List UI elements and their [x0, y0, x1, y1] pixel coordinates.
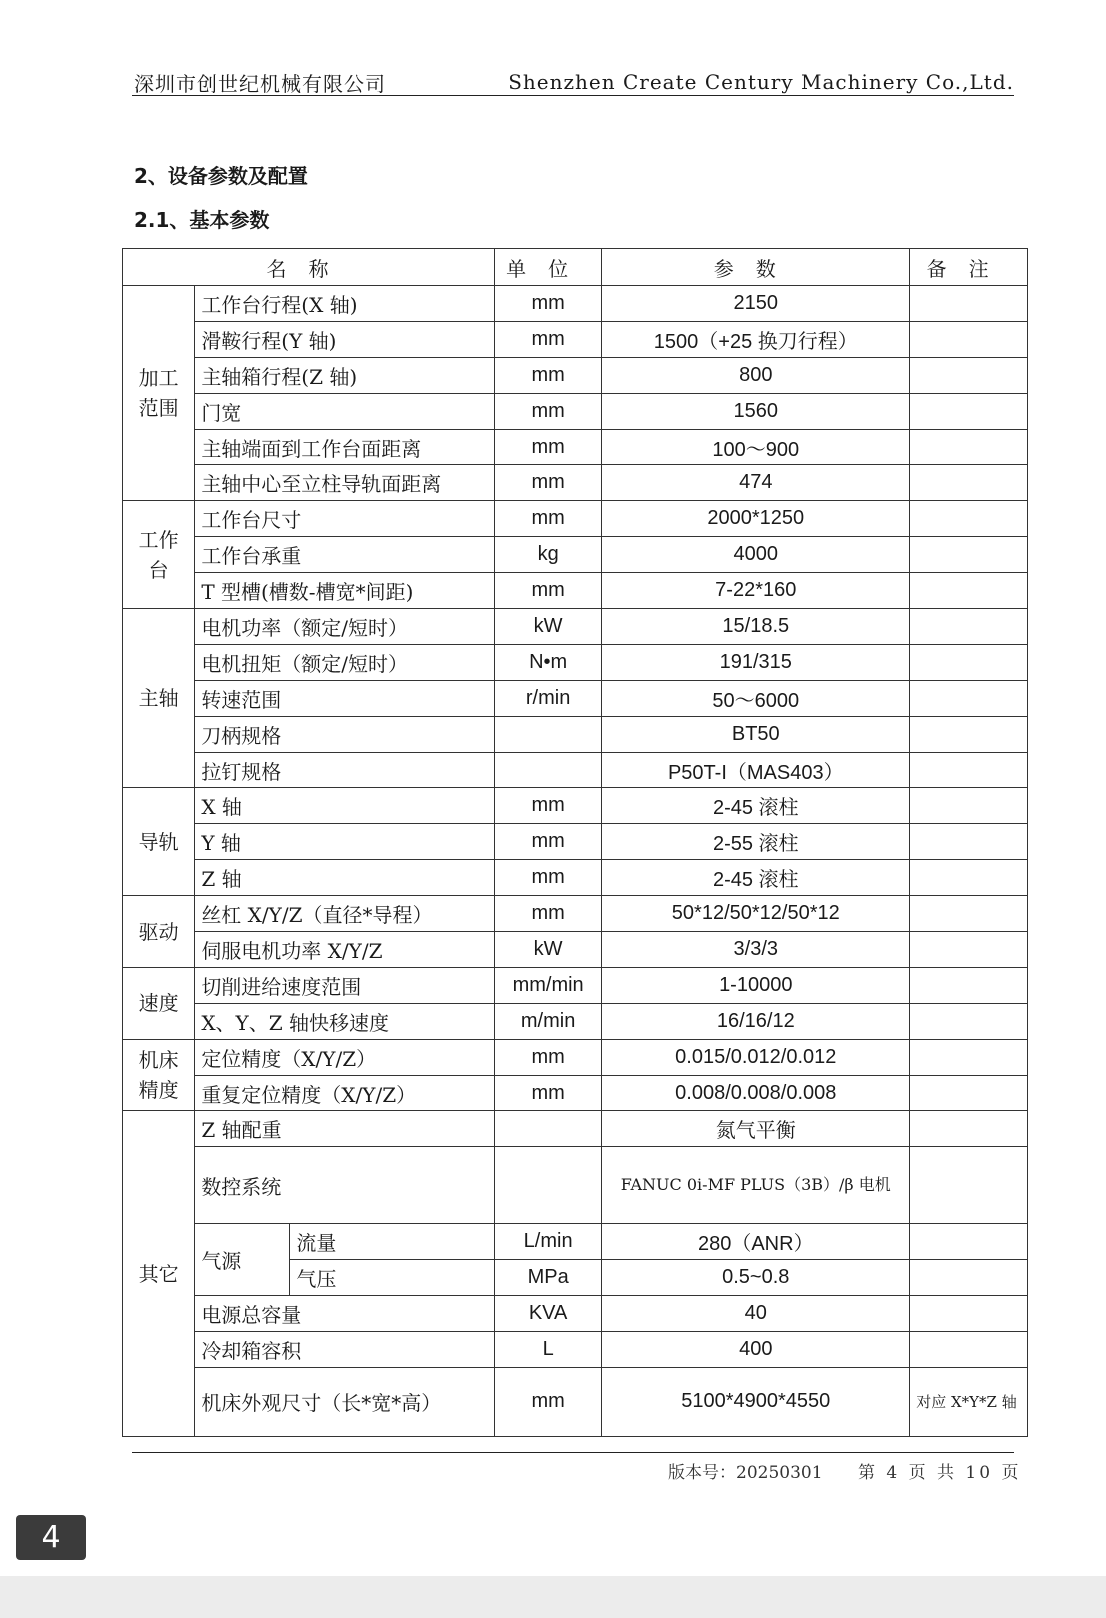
- param-value: 5100*4900*4550: [602, 1367, 910, 1436]
- param-note: [910, 1111, 1028, 1147]
- table-row: [123, 896, 1028, 932]
- param-unit: L: [494, 1332, 601, 1368]
- category-machining-range: 加工范围: [123, 286, 195, 501]
- param-unit: mm: [494, 1075, 601, 1111]
- table-row: [123, 788, 1028, 824]
- param-unit: mm: [494, 573, 601, 609]
- param-value: BT50: [602, 716, 910, 752]
- param-name: 主轴箱行程(Z 轴): [195, 357, 495, 393]
- param-value: 800: [602, 357, 910, 393]
- table-row: [123, 1332, 1028, 1368]
- param-value: 1500（+25 换刀行程）: [602, 321, 910, 357]
- category-worktable: 工作台: [123, 501, 195, 609]
- param-name: Z 轴: [195, 860, 495, 896]
- table-row: [123, 1224, 1028, 1260]
- param-unit: mm: [494, 824, 601, 860]
- param-unit: mm: [494, 465, 601, 501]
- param-name: 主轴中心至立柱导轨面距离: [195, 465, 495, 501]
- param-name: X、Y、Z 轴快移速度: [195, 1003, 495, 1039]
- param-unit: [494, 716, 601, 752]
- table-row: [123, 716, 1028, 752]
- param-name: 滑鞍行程(Y 轴): [195, 321, 495, 357]
- param-unit: mm: [494, 321, 601, 357]
- param-name: 电机功率（额定/短时）: [195, 609, 495, 645]
- table-row: [123, 357, 1028, 393]
- table-header-row: [123, 249, 1028, 286]
- table-row: [123, 644, 1028, 680]
- param-value: 2000*1250: [602, 501, 910, 537]
- table-row: [123, 286, 1028, 322]
- param-value: 400: [602, 1332, 910, 1368]
- table-row: [123, 1003, 1028, 1039]
- param-name: 工作台尺寸: [195, 501, 495, 537]
- category-drive: 驱动: [123, 896, 195, 968]
- param-name: 切削进给速度范围: [195, 967, 495, 1003]
- param-unit: L/min: [494, 1224, 601, 1260]
- param-unit: [494, 1147, 601, 1224]
- bottom-toolbar-band: [0, 1576, 1106, 1618]
- param-value: 100～900: [602, 429, 910, 465]
- section-title: 2、设备参数及配置: [134, 164, 308, 188]
- param-note: [910, 680, 1028, 716]
- table-row: [123, 1367, 1028, 1436]
- table-row: [123, 1039, 1028, 1075]
- param-note: [910, 1260, 1028, 1296]
- param-unit: kg: [494, 537, 601, 573]
- table-row: [123, 1147, 1028, 1224]
- table-row: [123, 860, 1028, 896]
- param-note: [910, 932, 1028, 968]
- param-group-air-source: 气源: [195, 1224, 290, 1296]
- param-note: [910, 716, 1028, 752]
- param-unit: mm: [494, 788, 601, 824]
- param-note: [910, 824, 1028, 860]
- param-value: 3/3/3: [602, 932, 910, 968]
- company-name-cn: 深圳市创世纪机械有限公司: [134, 72, 386, 96]
- table-row: [123, 537, 1028, 573]
- param-note: [910, 357, 1028, 393]
- param-note: 对应 X*Y*Z 轴: [910, 1367, 1028, 1436]
- param-name: 工作台行程(X 轴): [195, 286, 495, 322]
- param-unit: [494, 1111, 601, 1147]
- param-unit: r/min: [494, 680, 601, 716]
- param-unit: mm: [494, 1039, 601, 1075]
- table-row: [123, 932, 1028, 968]
- param-name: 定位精度（X/Y/Z）: [195, 1039, 495, 1075]
- subsection-title: 2.1、基本参数: [134, 208, 270, 232]
- param-unit: mm: [494, 429, 601, 465]
- param-unit: kW: [494, 932, 601, 968]
- param-name: 主轴端面到工作台面距离: [195, 429, 495, 465]
- param-name: 工作台承重: [195, 537, 495, 573]
- table-row: [123, 752, 1028, 788]
- param-value: 1-10000: [602, 967, 910, 1003]
- param-name: 伺服电机功率 X/Y/Z: [195, 932, 495, 968]
- param-name: 冷却箱容积: [195, 1332, 495, 1368]
- header-note: 备注: [910, 249, 1028, 286]
- param-value: 2-45 滚柱: [602, 788, 910, 824]
- table-row: [123, 393, 1028, 429]
- param-value: 15/18.5: [602, 609, 910, 645]
- param-unit: [494, 752, 601, 788]
- footer-version: 版本号：20250301: [668, 1463, 823, 1483]
- param-note: [910, 465, 1028, 501]
- param-name: 数控系统: [195, 1147, 495, 1224]
- param-note: [910, 1075, 1028, 1111]
- param-unit: N•m: [494, 644, 601, 680]
- category-precision: 机床精度: [123, 1039, 195, 1111]
- param-name: 转速范围: [195, 680, 495, 716]
- header-name: 名称: [123, 249, 495, 286]
- param-unit: mm: [494, 393, 601, 429]
- param-name: 机床外观尺寸（长*宽*高）: [195, 1367, 495, 1436]
- category-other: 其它: [123, 1111, 195, 1436]
- table-row: [123, 680, 1028, 716]
- param-value: 2-45 滚柱: [602, 860, 910, 896]
- param-name: 电机扭矩（额定/短时）: [195, 644, 495, 680]
- param-name: 气压: [290, 1260, 495, 1296]
- param-note: [910, 967, 1028, 1003]
- param-value: 2-55 滚柱: [602, 824, 910, 860]
- param-note: [910, 321, 1028, 357]
- table-row: [123, 1075, 1028, 1111]
- param-note: [910, 501, 1028, 537]
- param-value: 191/315: [602, 644, 910, 680]
- param-unit: mm: [494, 357, 601, 393]
- param-value: FANUC 0i-MF PLUS（3B）/β 电机: [602, 1147, 910, 1224]
- param-unit: mm: [494, 286, 601, 322]
- param-note: [910, 1224, 1028, 1260]
- param-value: 16/16/12: [602, 1003, 910, 1039]
- param-note: [910, 1296, 1028, 1332]
- param-name: 拉钉规格: [195, 752, 495, 788]
- param-note: [910, 752, 1028, 788]
- param-value: 50*12/50*12/50*12: [602, 896, 910, 932]
- param-value: 50～6000: [602, 680, 910, 716]
- category-spindle: 主轴: [123, 609, 195, 788]
- footer-page-number: 第 4 页 共 10 页: [858, 1463, 1022, 1483]
- param-unit: m/min: [494, 1003, 601, 1039]
- page-number-badge[interactable]: 4: [16, 1515, 86, 1560]
- param-unit: mm: [494, 860, 601, 896]
- param-note: [910, 1039, 1028, 1075]
- param-note: [910, 286, 1028, 322]
- param-unit: mm/min: [494, 967, 601, 1003]
- param-note: [910, 1003, 1028, 1039]
- table-row: [123, 967, 1028, 1003]
- param-note: [910, 896, 1028, 932]
- param-note: [910, 788, 1028, 824]
- param-name: T 型槽(槽数-槽宽*间距): [195, 573, 495, 609]
- param-value: 2150: [602, 286, 910, 322]
- param-note: [910, 429, 1028, 465]
- table-row: [123, 465, 1028, 501]
- param-name: X 轴: [195, 788, 495, 824]
- table-row: [123, 609, 1028, 645]
- param-value: 氮气平衡: [602, 1111, 910, 1147]
- param-unit: kW: [494, 609, 601, 645]
- header-divider: [132, 95, 1014, 96]
- header-unit: 单位: [494, 249, 601, 286]
- param-note: [910, 393, 1028, 429]
- table-row: [123, 1296, 1028, 1332]
- param-name: Z 轴配重: [195, 1111, 495, 1147]
- param-value: 0.5~0.8: [602, 1260, 910, 1296]
- param-unit: mm: [494, 501, 601, 537]
- table-row: [123, 1111, 1028, 1147]
- param-note: [910, 609, 1028, 645]
- param-note: [910, 1147, 1028, 1224]
- param-value: 1560: [602, 393, 910, 429]
- param-value: 4000: [602, 537, 910, 573]
- param-note: [910, 1332, 1028, 1368]
- company-name-en: Shenzhen Create Century Machinery Co.,Ltd.: [508, 70, 1014, 94]
- table-row: [123, 824, 1028, 860]
- param-unit: KVA: [494, 1296, 601, 1332]
- parameter-table: [122, 248, 1028, 1437]
- param-name: 流量: [290, 1224, 495, 1260]
- param-note: [910, 573, 1028, 609]
- param-value: 474: [602, 465, 910, 501]
- header-value: 参数: [602, 249, 910, 286]
- param-name: 重复定位精度（X/Y/Z）: [195, 1075, 495, 1111]
- param-note: [910, 537, 1028, 573]
- table-row: [123, 429, 1028, 465]
- param-note: [910, 644, 1028, 680]
- param-name: Y 轴: [195, 824, 495, 860]
- param-value: P50T-I（MAS403）: [602, 752, 910, 788]
- param-unit: mm: [494, 896, 601, 932]
- table-row: [123, 321, 1028, 357]
- param-note: [910, 860, 1028, 896]
- footer-divider: [132, 1452, 1014, 1453]
- param-name: 门宽: [195, 393, 495, 429]
- table-row: [123, 501, 1028, 537]
- param-name: 电源总容量: [195, 1296, 495, 1332]
- param-unit: MPa: [494, 1260, 601, 1296]
- param-value: 0.008/0.008/0.008: [602, 1075, 910, 1111]
- category-guide: 导轨: [123, 788, 195, 896]
- param-value: 280（ANR）: [602, 1224, 910, 1260]
- param-name: 刀柄规格: [195, 716, 495, 752]
- param-value: 0.015/0.012/0.012: [602, 1039, 910, 1075]
- param-name: 丝杠 X/Y/Z（直径*导程）: [195, 896, 495, 932]
- category-speed: 速度: [123, 967, 195, 1039]
- param-value: 40: [602, 1296, 910, 1332]
- param-unit: mm: [494, 1367, 601, 1436]
- table-row: [123, 573, 1028, 609]
- param-value: 7-22*160: [602, 573, 910, 609]
